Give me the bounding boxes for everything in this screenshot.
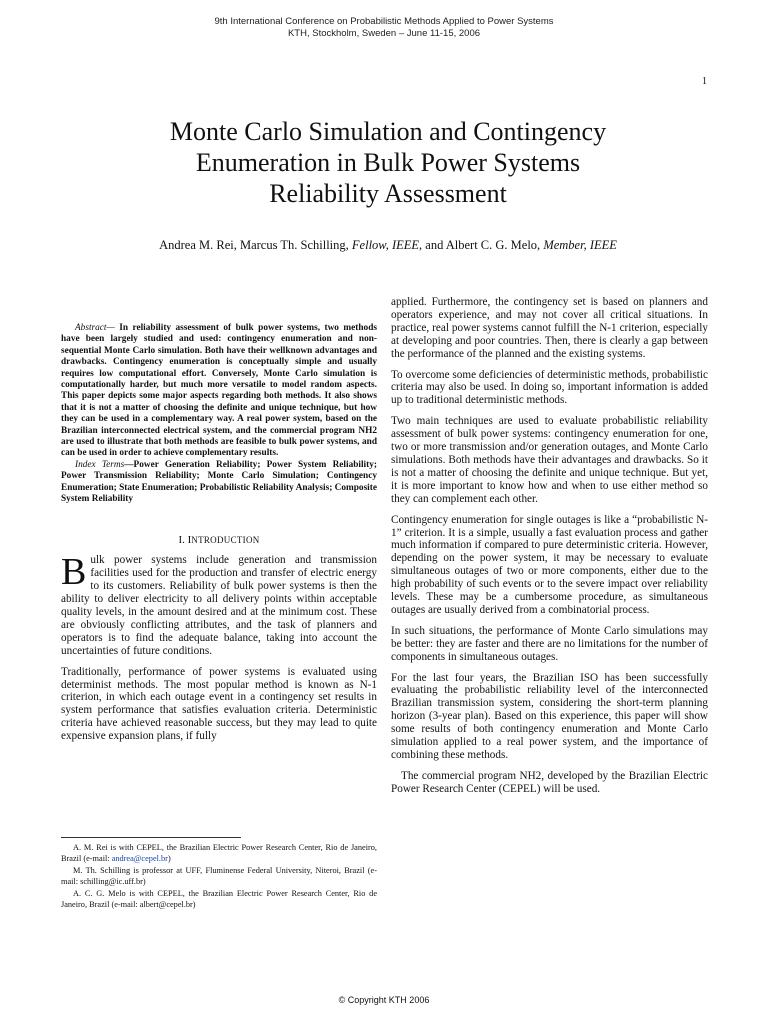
- paper-title: [100, 116, 676, 209]
- body-paragraph: The commercial program NH2, developed by the Brazilian Electric Power Research Center (CEPEL) will be used.: [391, 769, 708, 795]
- body-paragraph: In such situations, the performance of Monte Carlo simulations may be better: they are faster and there are no limitations for the number of components in simultaneous outages.: [391, 624, 708, 663]
- intro-paragraph: [61, 551, 377, 657]
- abstract-label: Abstract—: [75, 323, 115, 333]
- body-paragraph: Contingency enumeration for single outages is like a “probabilistic N-1” criterion. It is a simple, usually a fast evaluation process and gather much information if compared to pure deterministic criteria. However, depending on the power system, it may be necessary to evaluate simultaneous outages of two or more components, either due to the high probability of such events or to the severe impact over reliability levels. These may be a cumbersome procedure, as simultaneous outages are usually derived from a combinatorial process.: [391, 513, 708, 616]
- page-number: 1: [702, 76, 707, 87]
- abstract-text: In reliability assessment of bulk power systems, two methods have been largely studied and used: contingency enumeration and non-sequential Monte Carlo simulation. Both have their wellknown advantages and drawbacks. Contingency enumeration is conceptually simple and usually requires low computational effort. Conversely, Monte Carlo simulation is computationally harder, but much more versatile to model random aspects. This paper depicts some major aspects regarding both methods. It also shows that it is not a matter of choosing the definite and unique technique, but how they can be used in a complementary way. A real power system, based on the Brazilian interconnected electrical system, and the commercial program NH2 are used to illustrate that both methods are feasible to bulk power systems, and can be used in order to achieve complementary results.: [61, 323, 377, 459]
- author-grade-fellow: Fellow, IEEE: [351, 238, 420, 252]
- section-numeral: I. I: [178, 533, 192, 546]
- conference-header: [0, 16, 768, 40]
- intro-paragraph-text: ulk power systems include generation and transmission facilities used for the production and transfer of electric energy to its customers. Reliability of bulk power systems is then the ability to deliver electricity to all delivery points within acceptable quality levels, in the amount desired and at the minimum cost. These are obviously conflicting attributes, and the task of planners and operators is to find the adequate balance, taking into account the uncertainties of future conditions.: [61, 554, 377, 657]
- drop-cap: B: [61, 551, 87, 594]
- section-title: NTRODUCTION: [191, 534, 260, 545]
- section-heading-introduction: [61, 534, 377, 547]
- body-paragraph: To overcome some deficiencies of deterministic methods, probabilistic criteria may also be used. In doing so, important information is added up to traditional deterministic methods.: [391, 368, 708, 407]
- copyright-notice: © Copyright KTH 2006: [338, 995, 430, 1005]
- body-paragraph: Two main techniques are used to evaluate probabilistic reliability assessment of bulk power systems: contingency enumeration for one, two or more transmission and/or generation outages, and Monte Carlo simulations. Both methods have their advantages and drawbacks. So it is not a matter of choosing the definite and unique technique. But yet, it is more important to know how and when to use either method so they can complement each other.: [391, 415, 708, 505]
- footnote: A. C. G. Melo is with CEPEL, the Brazilian Electric Power Research Center, Rio de Janeiro, Brazil (e-mail: albert@cepel.br): [61, 888, 377, 910]
- intro-paragraph: Traditionally, performance of power systems is evaluated using determinist methods. The most popular method is known as N-1 criterion, in which each outage event in a contingency set results in system performance that satisfies evaluation criteria. Deterministic criteria have achieved reasonable success, but they may lead to quite expensive expansion plans, if fully: [61, 665, 377, 743]
- left-column: [61, 323, 377, 751]
- index-terms-label: Index Terms: [75, 459, 125, 470]
- footnote: A. M. Rei is with CEPEL, the Brazilian Electric Power Research Center, Rio de Janeiro, Brazil (e-mail: andrea@cepel.br): [61, 843, 377, 864]
- body-paragraph: applied. Furthermore, the contingency set is based on planners and operators experience, and may not cover all critical situations. In practice, real power systems cannot fulfill the N-1 criterion, especially at developing and poor countries. Then, there is clearly a gap between the performance of the planned and the existing systems.: [391, 296, 708, 360]
- author-list: [60, 238, 716, 253]
- footnotes: [61, 842, 377, 910]
- index-terms-text: —Power Generation Reliability; Power System Reliability; Power Transmission Reliability; Monte Carlo Simulation; Contingency Enumeration; State Enumeration; Probabilistic Reliability Analysis; Composite System Reliability: [61, 459, 377, 505]
- author-grade-member: Member, IEEE: [543, 238, 617, 252]
- authors-part1: Andrea M. Rei, Marcus Th. Schilling,: [159, 238, 352, 252]
- body-paragraph: For the last four years, the Brazilian ISO has been successfully evaluating the probabilistic reliability level of the interconnected Brazilian transmission system, considering the short-term planning horizon (3-year plan). Based on this experience, this paper will show some results of both contingency enumeration and Monte Carlo simulation applied to a real power system, and the importance of combining these methods.: [391, 671, 708, 761]
- footnote-rule: [61, 837, 241, 838]
- authors-part2: , and Albert C. G. Melo,: [419, 238, 544, 252]
- index-terms: [61, 460, 377, 506]
- title-line: Enumeration in Bulk Power Systems: [195, 148, 581, 177]
- email-link[interactable]: andrea@cepel.br: [111, 854, 168, 864]
- abstract: [61, 323, 377, 460]
- footnote: M. Th. Schilling is professor at UFF, Fluminense Federal University, Niteroi, Brazil (e-mail: schilling@ic.uff.br): [61, 865, 377, 887]
- conference-location: KTH, Stockholm, Sweden – June 11-15, 2006: [287, 28, 481, 39]
- conference-name: 9th International Conference on Probabilistic Methods Applied to Power Systems: [214, 16, 554, 27]
- right-column: [391, 296, 708, 804]
- title-line: Monte Carlo Simulation and Contingency: [169, 117, 607, 146]
- title-line: Reliability Assessment: [269, 179, 507, 208]
